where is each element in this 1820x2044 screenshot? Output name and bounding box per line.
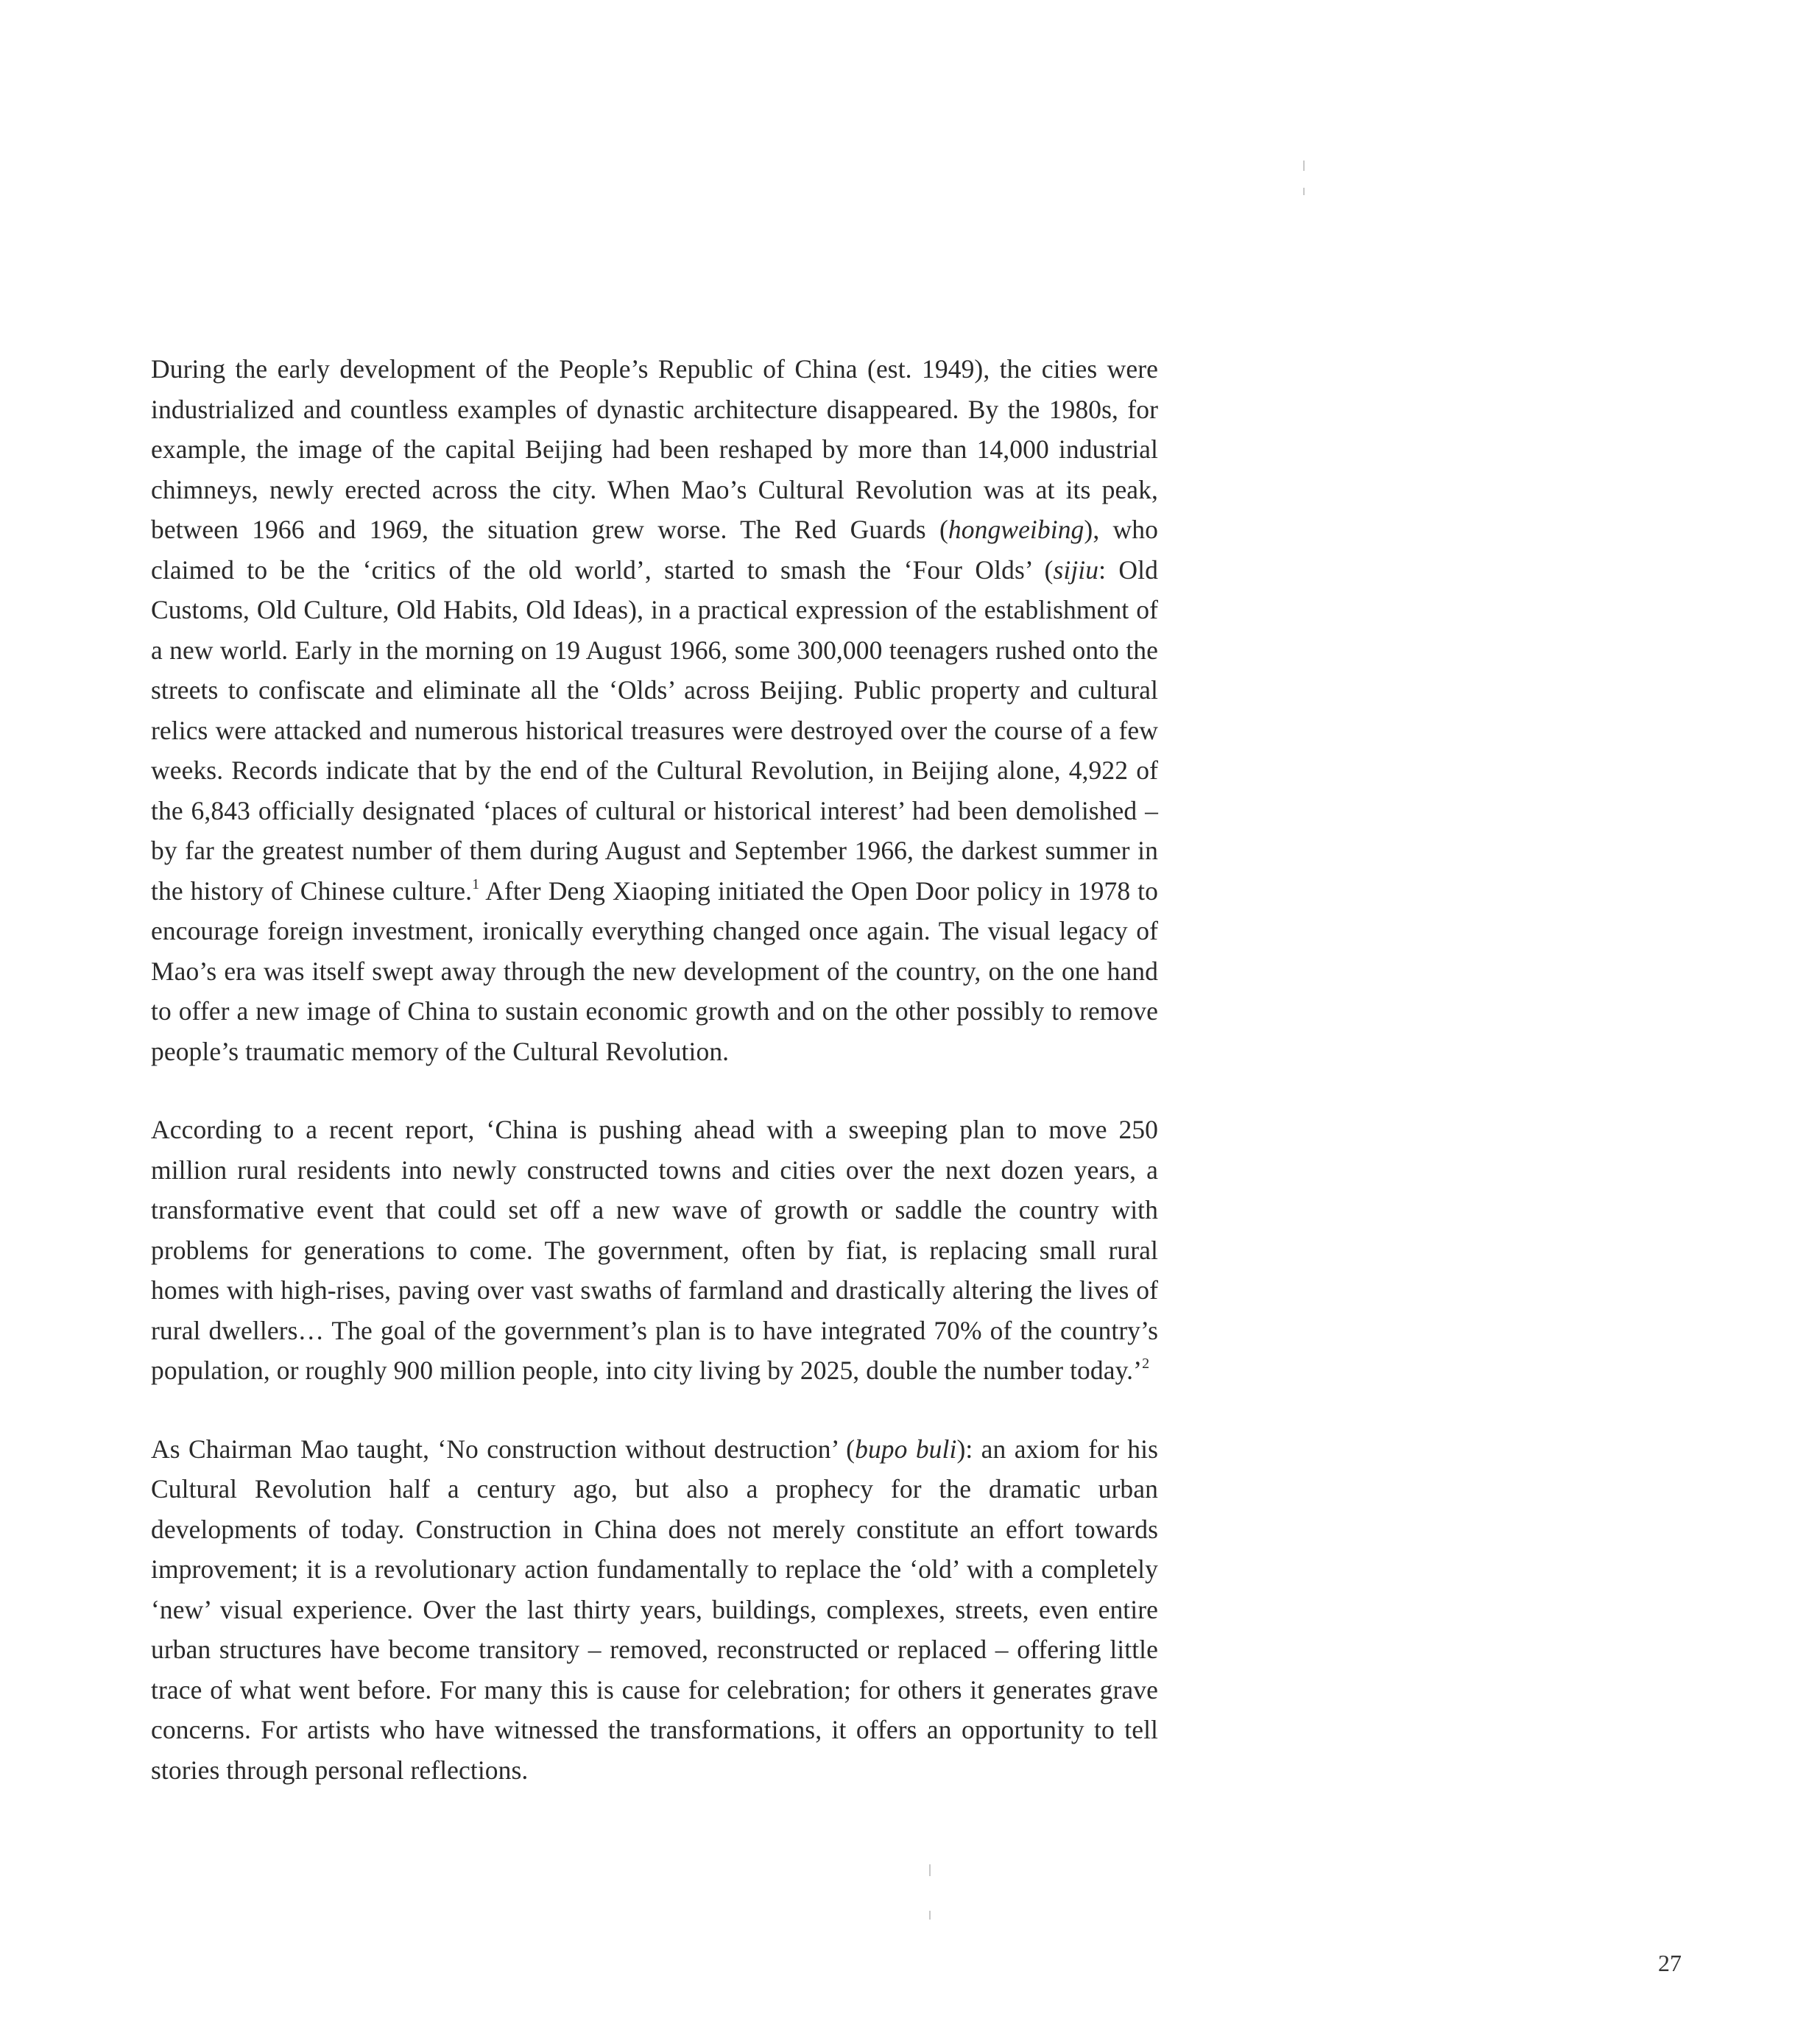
text-run: During the early development of the People’s Republic of China (est. 1949), the cities were industrialized and countless examples of dynastic architecture disappeared. By the 1980s, for example, the image of the capital Beijing had been reshaped by more than 14,000 industrial chimneys, newly erected across the city. When Mao’s Cultural Revolution was at its peak, between 1966 and 1969, the situation grew worse. The Red Guards ( bbox=[151, 354, 1158, 544]
text-run: According to a recent report, ‘China is pushing ahead with a sweeping plan to move 250 million rural residents into newly constructed towns and cities over the next dozen years, a transformative event that could set off a new wave of growth or saddle the country with problems for generations to come. The government, often by fiat, is replacing small rural homes with high-rises, paving over vast swaths of farmland and drastically altering the lives of rural dwellers… The goal of the government’s plan is to have integrated 70% of the country’s population, or roughly 900 million people, into city living by 2025, double the number today.’ bbox=[151, 1115, 1158, 1385]
body-text bbox=[151, 349, 1158, 1828]
italic-term: hongweibing bbox=[948, 515, 1084, 544]
italic-term: bupo buli bbox=[855, 1434, 957, 1464]
text-run: ): an axiom for his Cultural Revolution half a century ago, but also a prophecy for the dramatic urban developments of today. Construction in China does not merely constitute an effort towards improvement; it is a revolutionary action fundamentally to replace the ‘old’ with a completely ‘new’ visual experience. Over the last thirty years, buildings, complexes, streets, even entire urban structures have become transitory – removed, reconstructed or replaced – offering little trace of what went before. For many this is cause for celebration; for others it generates grave concerns. For artists who have witnessed the transformations, it offers an opportunity to tell stories through personal reflections. bbox=[151, 1434, 1158, 1785]
paragraph bbox=[151, 349, 1158, 1071]
text-run: As Chairman Mao taught, ‘No construction without destruction’ ( bbox=[151, 1434, 856, 1464]
paragraph bbox=[151, 1429, 1158, 1791]
text-run: After Deng Xiaoping initiated the Open Door policy in 1978 to encourage foreign investment, ironically everything changed once again. The visual legacy of Mao’s era was itself swept away through the new development of the country, on the one hand to offer a new image of China to sustain economic growth and on the other possibly to remove people’s traumatic memory of the Cultural Revolution. bbox=[151, 875, 1158, 1066]
page-number: 27 bbox=[1658, 1950, 1682, 1976]
italic-term: sijiu bbox=[1053, 554, 1099, 585]
scan-speck bbox=[1303, 161, 1305, 171]
footnote-marker: 1 bbox=[472, 875, 480, 892]
scan-speck bbox=[929, 1911, 931, 1920]
paragraph bbox=[151, 1110, 1158, 1391]
footnote-marker: 2 bbox=[1142, 1356, 1150, 1372]
scan-speck bbox=[1303, 188, 1305, 195]
scan-speck bbox=[929, 1864, 931, 1876]
text-run: ), who claimed to be the ‘critics of the old world’, started to smash the ‘Four Olds’ ( bbox=[151, 515, 1158, 585]
text-run: : Old Customs, Old Culture, Old Habits, Old Ideas), in a practical expression of the establishment of a new world. Early in the morning on 19 August 1966, some 300,000 teenagers rushed onto the streets to confiscate and eliminate all the ‘Olds’ across Beijing. Public property and cultural relics were attacked and numerous historical treasures were destroyed over the course of a few weeks. Records indicate that by the end of the Cultural Revolution, in Beijing alone, 4,922 of the 6,843 officially designated ‘places of cultural or historical interest’ had been demolished – by far the greatest number of them during August and September 1966, the darkest summer in the history of Chinese culture. bbox=[151, 554, 1158, 906]
